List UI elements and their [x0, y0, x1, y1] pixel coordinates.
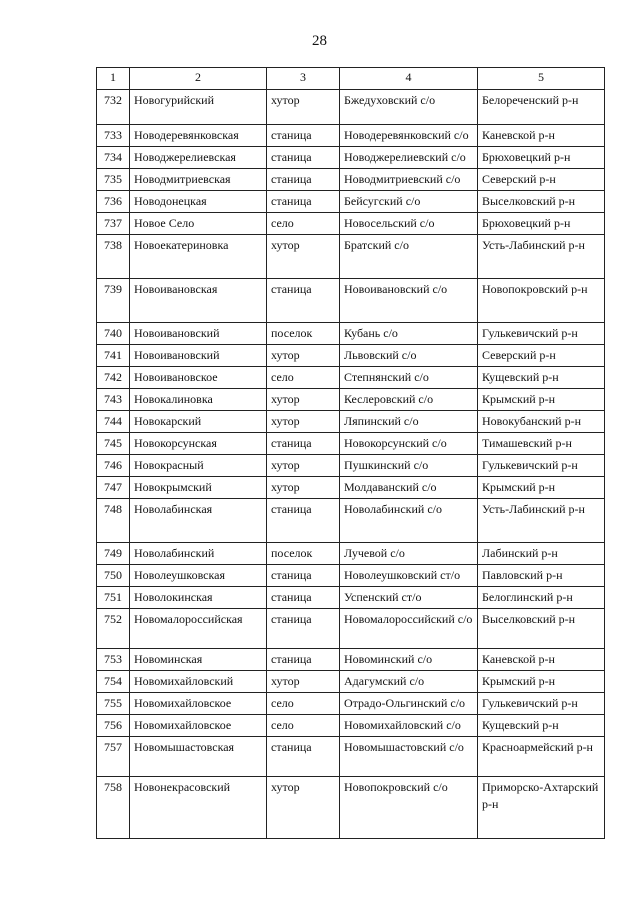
settlement-type: хутор [267, 777, 340, 839]
table-row [97, 345, 605, 367]
rural-council: Адагумский с/о [340, 671, 478, 693]
table-row [97, 649, 605, 671]
settlement-name: Новогурийский [130, 90, 267, 125]
settlement-name: Новолабинский [130, 543, 267, 565]
settlement-name: Новокрасный [130, 455, 267, 477]
table-row [97, 125, 605, 147]
settlement-name: Новоивановское [130, 367, 267, 389]
settlement-type: станица [267, 169, 340, 191]
district-name: Каневской р-н [478, 649, 605, 671]
table-row [97, 671, 605, 693]
row-number: 736 [97, 191, 130, 213]
rural-council: Новомышастовский с/о [340, 737, 478, 777]
settlement-name: Новомихайловское [130, 715, 267, 737]
table-row [97, 191, 605, 213]
settlement-name: Новолокинская [130, 587, 267, 609]
settlement-name: Новокрымский [130, 477, 267, 499]
table-row [97, 235, 605, 279]
settlement-name: Новокарский [130, 411, 267, 433]
row-number: 747 [97, 477, 130, 499]
settlement-name: Новолабинская [130, 499, 267, 543]
row-number: 743 [97, 389, 130, 411]
settlement-name: Новое Село [130, 213, 267, 235]
table-row [97, 715, 605, 737]
rural-council: Новодмитриевский с/о [340, 169, 478, 191]
rural-council: Новомалороссийский с/о [340, 609, 478, 649]
table-row [97, 609, 605, 649]
row-number: 741 [97, 345, 130, 367]
row-number: 749 [97, 543, 130, 565]
settlement-type: станица [267, 649, 340, 671]
header-cell: 1 [97, 68, 130, 90]
row-number: 753 [97, 649, 130, 671]
rural-council: Новопокровский с/о [340, 777, 478, 839]
row-number: 752 [97, 609, 130, 649]
table-row [97, 737, 605, 777]
rural-council: Львовский с/о [340, 345, 478, 367]
table-row [97, 213, 605, 235]
header-cell: 2 [130, 68, 267, 90]
row-number: 746 [97, 455, 130, 477]
rural-council: Братский с/о [340, 235, 478, 279]
district-name: Брюховецкий р-н [478, 213, 605, 235]
settlement-type: станица [267, 147, 340, 169]
table-row [97, 499, 605, 543]
settlement-name: Новокорсунская [130, 433, 267, 455]
settlement-type: село [267, 367, 340, 389]
rural-council: Молдаванский с/о [340, 477, 478, 499]
rural-council: Успенский ст/о [340, 587, 478, 609]
settlement-type: поселок [267, 323, 340, 345]
settlement-type: хутор [267, 455, 340, 477]
district-name: Северский р-н [478, 169, 605, 191]
settlement-type: хутор [267, 477, 340, 499]
header-cell: 5 [478, 68, 605, 90]
district-name: Новокубанский р-н [478, 411, 605, 433]
settlement-name: Новоивановский [130, 345, 267, 367]
district-name: Крымский р-н [478, 671, 605, 693]
row-number: 734 [97, 147, 130, 169]
district-name: Крымский р-н [478, 477, 605, 499]
settlement-type: село [267, 715, 340, 737]
rural-council: Кеслеровский с/о [340, 389, 478, 411]
table-row [97, 367, 605, 389]
settlement-name: Новомихайловский [130, 671, 267, 693]
rural-council: Пушкинский с/о [340, 455, 478, 477]
rural-council: Кубань с/о [340, 323, 478, 345]
district-name: Павловский р-н [478, 565, 605, 587]
header-cell: 3 [267, 68, 340, 90]
rural-council: Новолабинский с/о [340, 499, 478, 543]
settlement-type: хутор [267, 411, 340, 433]
district-name: Приморско-Ахтарский р-н [478, 777, 605, 839]
district-name: Красноармейский р-н [478, 737, 605, 777]
settlement-type: станица [267, 609, 340, 649]
row-number: 755 [97, 693, 130, 715]
row-number: 737 [97, 213, 130, 235]
table-row [97, 433, 605, 455]
settlement-name: Новомышастовская [130, 737, 267, 777]
table-row [97, 411, 605, 433]
settlement-type: станица [267, 565, 340, 587]
rural-council: Бжедуховский с/о [340, 90, 478, 125]
settlement-type: хутор [267, 389, 340, 411]
rural-council: Лучевой с/о [340, 543, 478, 565]
table-row [97, 693, 605, 715]
rural-council: Новосельский с/о [340, 213, 478, 235]
district-name: Новопокровский р-н [478, 279, 605, 323]
rural-council: Бейсугский с/о [340, 191, 478, 213]
rural-council: Новоджерелиевский с/о [340, 147, 478, 169]
district-name: Кущевский р-н [478, 715, 605, 737]
row-number: 739 [97, 279, 130, 323]
settlement-name: Новоджерелиевская [130, 147, 267, 169]
row-number: 751 [97, 587, 130, 609]
settlement-type: село [267, 693, 340, 715]
row-number: 750 [97, 565, 130, 587]
district-name: Крымский р-н [478, 389, 605, 411]
table-row [97, 565, 605, 587]
row-number: 757 [97, 737, 130, 777]
table-row [97, 279, 605, 323]
row-number: 745 [97, 433, 130, 455]
settlement-type: хутор [267, 345, 340, 367]
page-number: 28 [312, 33, 327, 49]
district-name: Гулькевичский р-н [478, 323, 605, 345]
table-row [97, 169, 605, 191]
row-number: 732 [97, 90, 130, 125]
table-row [97, 477, 605, 499]
row-number: 748 [97, 499, 130, 543]
district-name: Гулькевичский р-н [478, 693, 605, 715]
settlement-name: Новодонецкая [130, 191, 267, 213]
rural-council: Ляпинский с/о [340, 411, 478, 433]
settlement-name: Новоивановская [130, 279, 267, 323]
district-name: Брюховецкий р-н [478, 147, 605, 169]
row-number: 744 [97, 411, 130, 433]
table-row [97, 147, 605, 169]
settlement-type: хутор [267, 235, 340, 279]
settlement-name: Новоминская [130, 649, 267, 671]
row-number: 735 [97, 169, 130, 191]
table-row [97, 587, 605, 609]
settlements-table [96, 67, 605, 839]
settlement-type: станица [267, 587, 340, 609]
table-header-row [97, 68, 605, 90]
row-number: 756 [97, 715, 130, 737]
row-number: 738 [97, 235, 130, 279]
row-number: 733 [97, 125, 130, 147]
district-name: Тимашевский р-н [478, 433, 605, 455]
district-name: Каневской р-н [478, 125, 605, 147]
settlement-name: Новолеушковская [130, 565, 267, 587]
settlement-type: хутор [267, 671, 340, 693]
table-row [97, 323, 605, 345]
rural-council: Новокорсунский с/о [340, 433, 478, 455]
settlement-name: Новокалиновка [130, 389, 267, 411]
settlement-name: Новомалороссийская [130, 609, 267, 649]
table-row [97, 90, 605, 125]
settlement-name: Новонекрасовский [130, 777, 267, 839]
rural-council: Новоминский с/о [340, 649, 478, 671]
settlement-type: поселок [267, 543, 340, 565]
row-number: 740 [97, 323, 130, 345]
settlement-name: Новомихайловское [130, 693, 267, 715]
rural-council: Новомихайловский с/о [340, 715, 478, 737]
settlement-type: станица [267, 191, 340, 213]
district-name: Белоглинский р-н [478, 587, 605, 609]
district-name: Выселковский р-н [478, 609, 605, 649]
settlement-name: Новодмитриевская [130, 169, 267, 191]
rural-council: Новолеушковский ст/о [340, 565, 478, 587]
district-name: Выселковский р-н [478, 191, 605, 213]
district-name: Лабинский р-н [478, 543, 605, 565]
row-number: 754 [97, 671, 130, 693]
settlement-name: Новоивановский [130, 323, 267, 345]
district-name: Кущевский р-н [478, 367, 605, 389]
rural-council: Степнянский с/о [340, 367, 478, 389]
rural-council: Новоивановский с/о [340, 279, 478, 323]
rural-council: Новодеревянковский с/о [340, 125, 478, 147]
settlement-type: станица [267, 125, 340, 147]
table-row [97, 777, 605, 839]
table-row [97, 455, 605, 477]
table-row [97, 543, 605, 565]
settlement-name: Новодеревянковская [130, 125, 267, 147]
settlement-type: село [267, 213, 340, 235]
settlement-name: Новоекатериновка [130, 235, 267, 279]
district-name: Белореченский р-н [478, 90, 605, 125]
table-row [97, 389, 605, 411]
header-cell: 4 [340, 68, 478, 90]
settlement-type: станица [267, 499, 340, 543]
district-name: Усть-Лабинский р-н [478, 499, 605, 543]
row-number: 742 [97, 367, 130, 389]
rural-council: Отрадо-Ольгинский с/о [340, 693, 478, 715]
district-name: Северский р-н [478, 345, 605, 367]
settlement-type: станица [267, 433, 340, 455]
settlement-type: станица [267, 737, 340, 777]
settlement-type: станица [267, 279, 340, 323]
district-name: Усть-Лабинский р-н [478, 235, 605, 279]
row-number: 758 [97, 777, 130, 839]
settlement-type: хутор [267, 90, 340, 125]
district-name: Гулькевичский р-н [478, 455, 605, 477]
